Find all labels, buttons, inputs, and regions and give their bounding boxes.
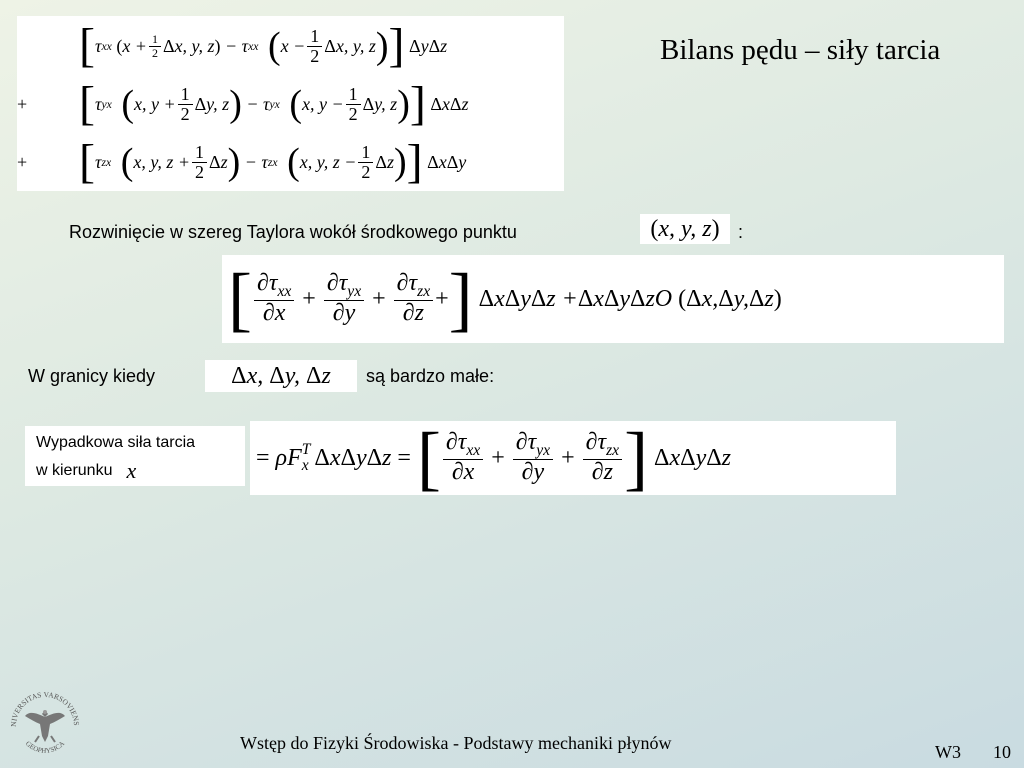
footer-text: Wstęp do Fizyki Środowiska - Podstawy mechaniki płynów [240, 733, 672, 753]
equation-row-yx: + [ τ yx ( x, y + $\frac{1}{2}$ Δ y, z ) − τ yx ( x, y − $\frac{1}{2}$ Δ y, z ) ] Δ x Δ z [17, 77, 469, 130]
logo-bottom-text: GEOPHYSICA [23, 739, 67, 755]
university-logo [6, 686, 84, 758]
limit-text: W granicy kiedy [28, 366, 156, 386]
equation-row-zx: + [ τ zx ( x, y, z + $\frac{1}{2}$ Δ z ) − τ zx ( x, y, z − $\frac{1}{2}$ Δ z ) ] Δ x Δ y [17, 135, 467, 188]
deltas-formula: Δx, Δy, Δz [205, 360, 357, 392]
momentum-balance-equation [17, 16, 564, 191]
logo-top-text: NIVERSITAS VARSOVIENS [8, 689, 82, 728]
week-label: W3 [935, 742, 961, 762]
eagle-icon [25, 710, 65, 742]
box-line-2: w kierunku [36, 462, 113, 479]
slide-title: Bilans pędu – siły tarcia [660, 34, 941, 66]
box-line-1: Wypadkowa siła tarcia [36, 434, 196, 451]
taylor-result-equation: [ $\frac{\partial\tau_{xx}}{\partial x}$ + $\frac{\partial\tau_{yx}}{\partial y}$ + $\frac{\partial\tau_{zx}}{\partial z}$ + ] Δ x Δ y Δ z + Δ x Δ y Δ zO (Δ x, Δ y, Δ z ) [222, 255, 1004, 343]
final-equation: = ρF T x Δ x Δ y Δ z = [ $\frac{\partial\tau_{xx}}{\partial x}$ + $\frac{\partial\tau_{yx}}{\partial y}$ + $\frac{\partial\tau_{zx}}{\partial z}$ ] Δ x Δ y Δ z [250, 421, 896, 495]
page-number: 10 [993, 742, 1011, 762]
equation-row-xx: [ τ xx ( x + $\frac{1}{2}$ Δ x, y, z ) − τ xx ( x − $\frac{1}{2}$ Δ x, y, z ) ] Δ y Δ z [79, 19, 448, 72]
friction-force-label-box [25, 426, 245, 486]
limit-text-after: są bardzo małe: [366, 366, 495, 386]
taylor-colon: : [738, 222, 744, 242]
x-variable: x [126, 458, 137, 483]
center-point-formula: (x, y, z) [640, 214, 730, 244]
taylor-text: Rozwinięcie w szereg Taylora wokół środkowego punktu [69, 222, 517, 242]
